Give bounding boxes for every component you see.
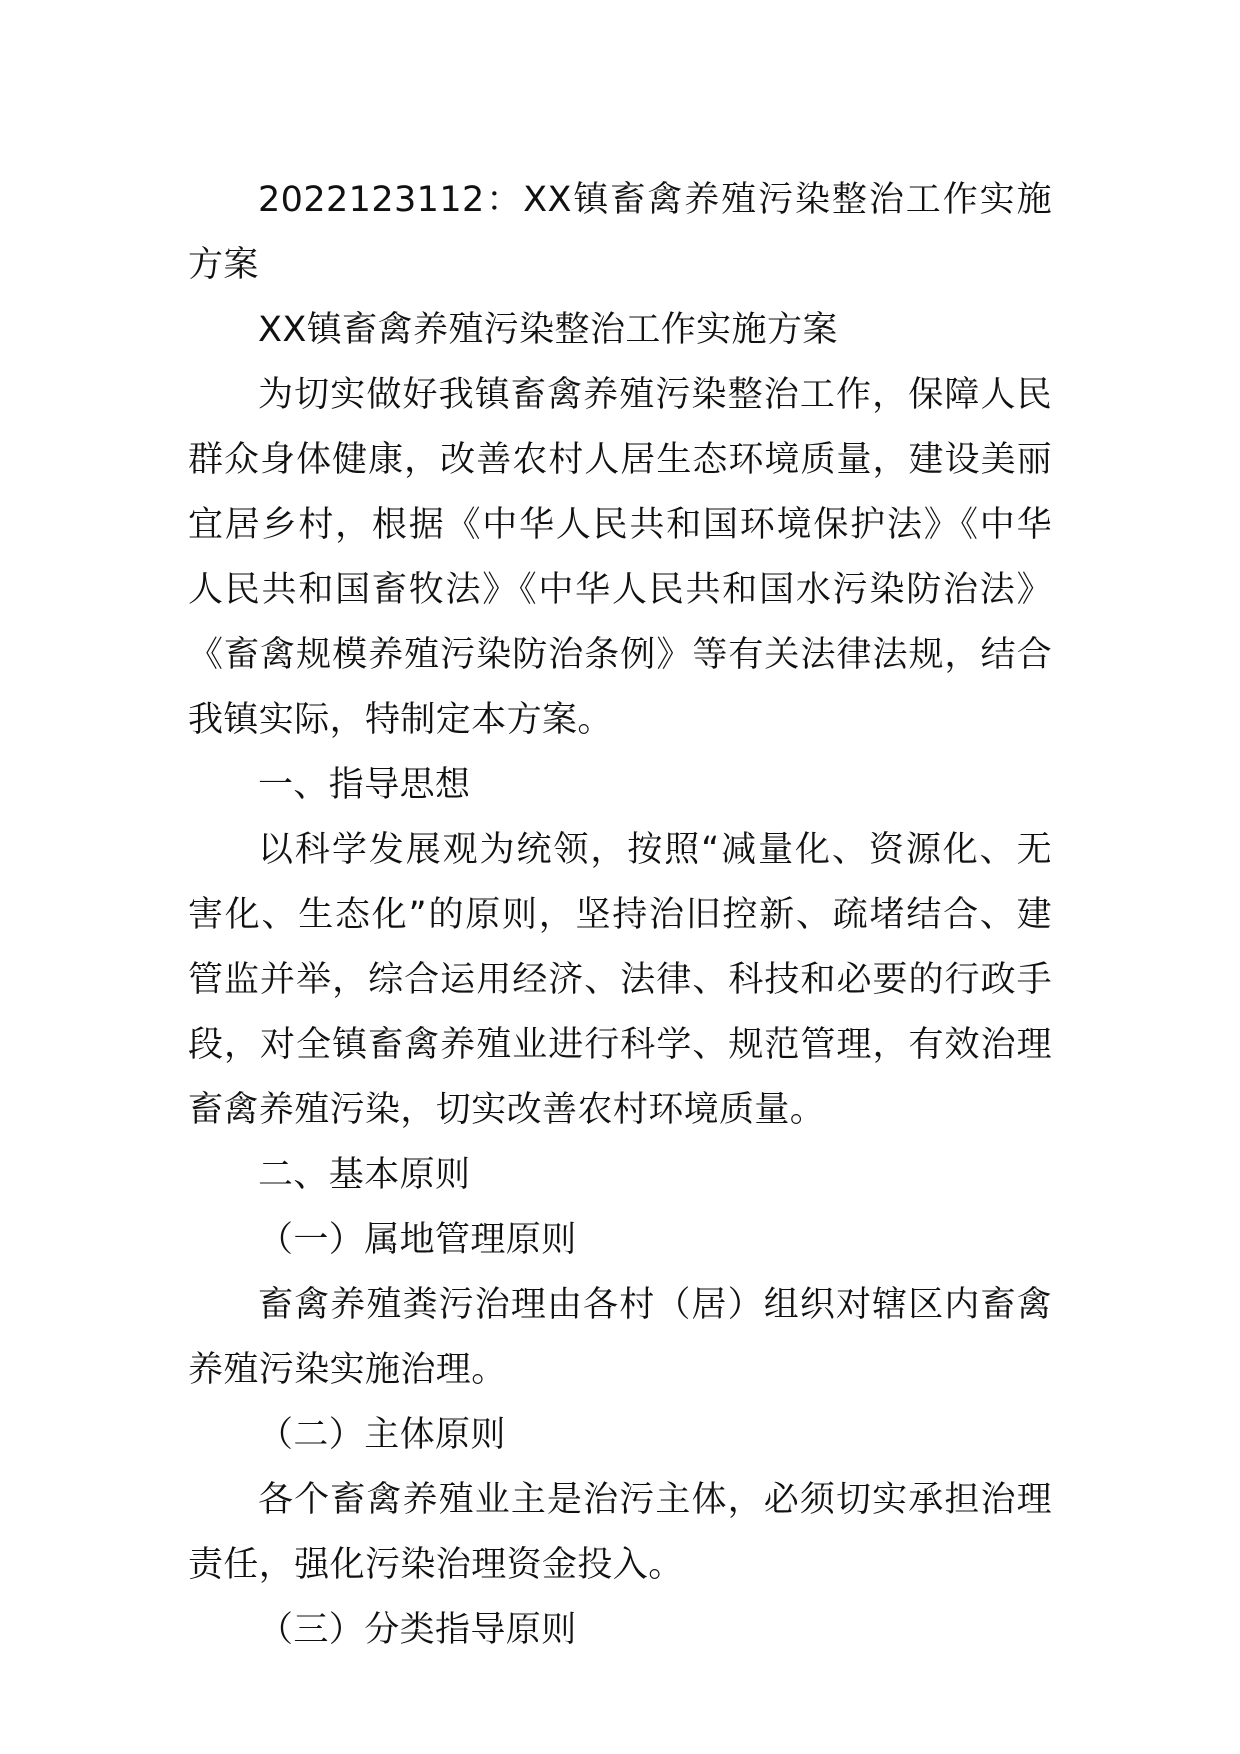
section-heading-guiding-thought: 一、指导思想 bbox=[258, 765, 471, 805]
territorial-management-paragraph: 畜禽养殖粪污治理由各村（居）组织对辖区内畜禽养殖污染实施治理。 bbox=[188, 1285, 1052, 1390]
section-heading-basic-principles: 二、基本原则 bbox=[258, 1155, 471, 1195]
guiding-thought-paragraph: 以科学发展观为统领，按照“减量化、资源化、无害化、生态化”的原则，坚持治旧控新、疏堵结合、建管监并举，综合运用经济、法律、科技和必要的行政手段，对全镇畜禽养殖业进行科学、规范管理，有效治理畜禽养殖污染，切实改善农村环境质量。 bbox=[188, 830, 1052, 1130]
subheading-classified-guidance: （三）分类指导原则 bbox=[258, 1610, 577, 1650]
subheading-territorial-management: （一）属地管理原则 bbox=[258, 1220, 577, 1260]
document-title-line: 2022123112：XX镇畜禽养殖污染整治工作实施方案 bbox=[188, 180, 1052, 285]
main-body-paragraph: 各个畜禽养殖业主是治污主体，必须切实承担治理责任，强化污染治理资金投入。 bbox=[188, 1480, 1052, 1585]
document-body bbox=[188, 168, 1052, 1663]
subheading-main-body: （二）主体原则 bbox=[258, 1415, 506, 1455]
document-subtitle: XX镇畜禽养殖污染整治工作实施方案 bbox=[258, 310, 838, 350]
intro-paragraph: 为切实做好我镇畜禽养殖污染整治工作，保障人民群众身体健康，改善农村人居生态环境质量，建设美丽宜居乡村，根据《中华人民共和国环境保护法》《中华人民共和国畜牧法》《中华人民共和国水污染防治法》《畜禽规模养殖污染防治条例》等有关法律法规，结合我镇实际，特制定本方案。 bbox=[188, 375, 1052, 740]
